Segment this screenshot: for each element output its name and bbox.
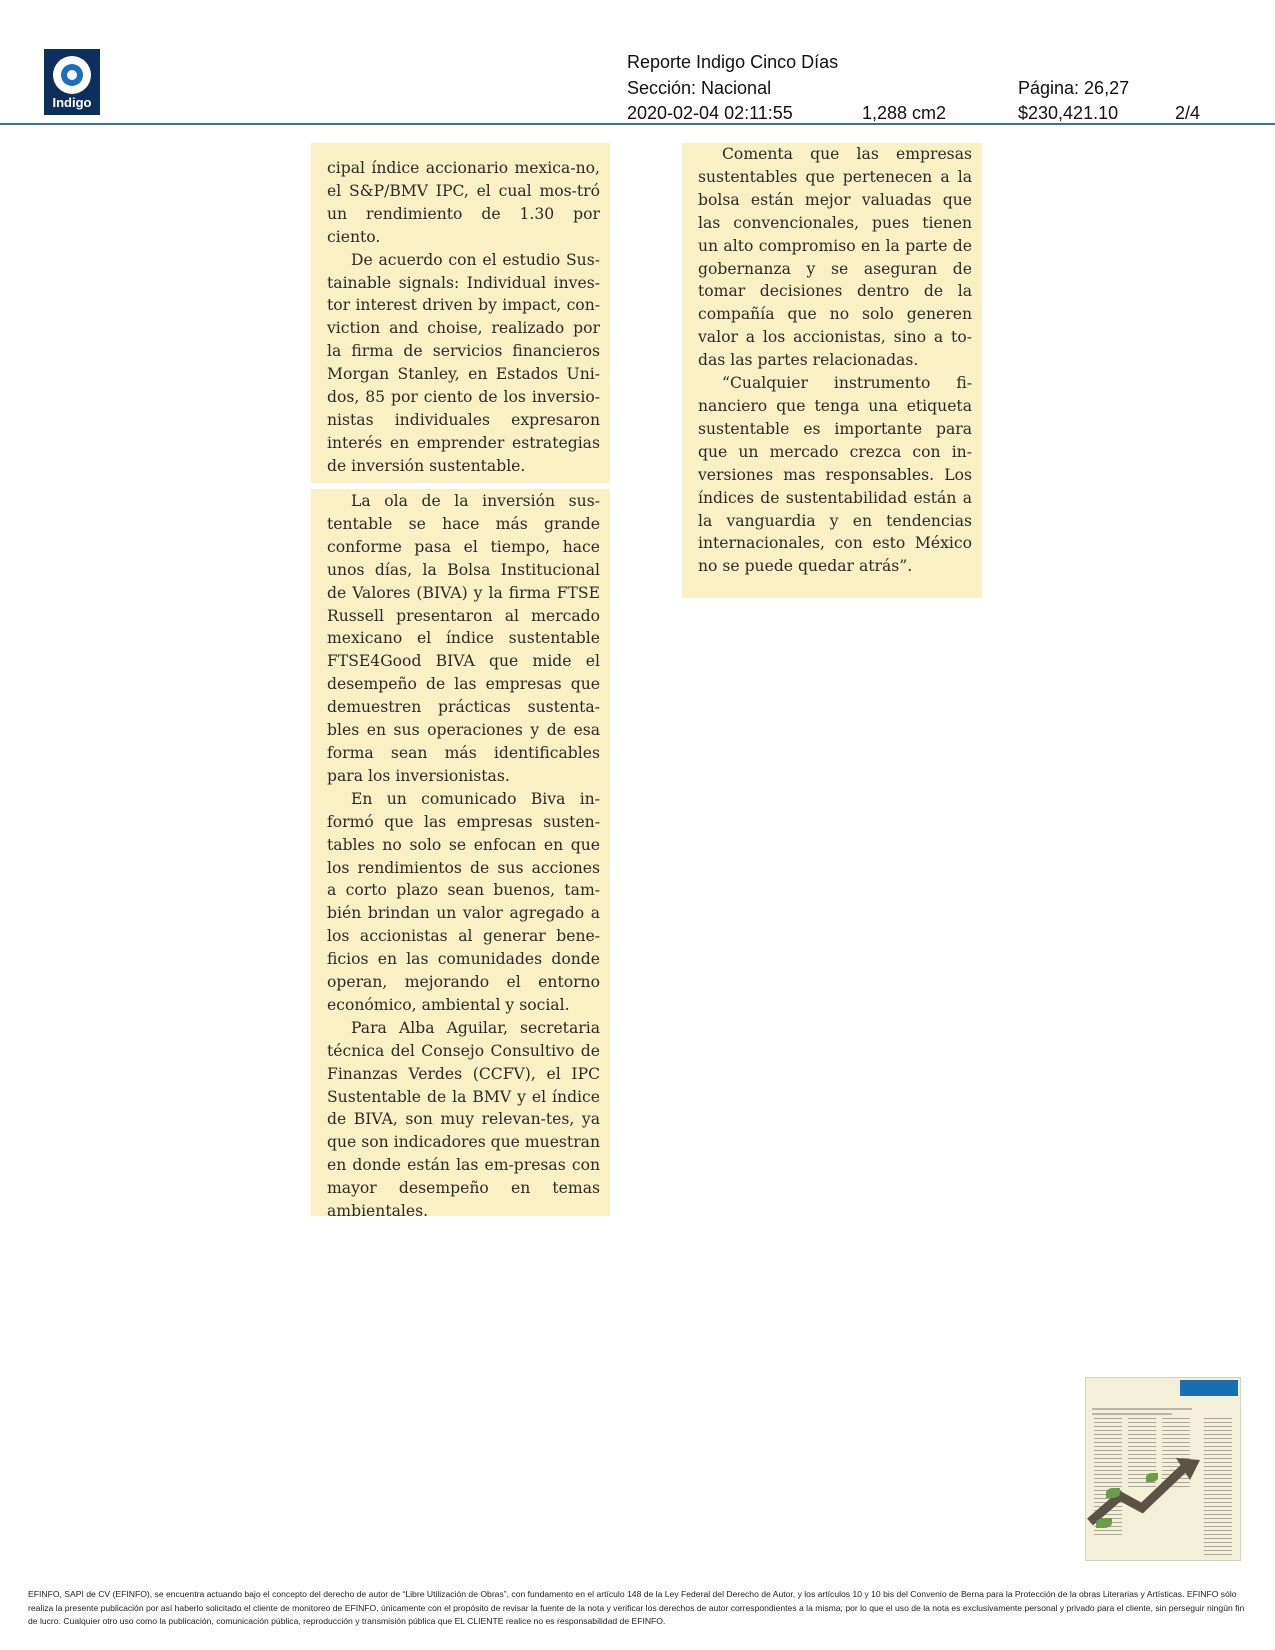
article-clip-col1-bottom	[311, 489, 610, 1221]
logo-ring-icon	[53, 56, 91, 94]
datetime: 2020-02-04 02:11:55	[627, 103, 793, 123]
paragraph: En un comunicado Biva in-formó que las empresas susten-tables no solo se enfocan en que los rendimientos de sus acciones a corto plazo sean buenos, tam-bién brindan un valor agregado a los accionistas al generar bene-ficios en las comunidades donde operan, mejorando el entorno económico, ambiental y social.	[327, 789, 600, 1014]
legal-disclaimer: EFINFO, SAPI de CV (EFINFO), se encuentra actuando bajo el concepto del derecho de autor de “Libre Utilización de Obras”, con fundamento en el artículo 148 de la Ley Federal del Derecho de Autor, y los artículos 10 y 10 bis del Convenio de Berna para la Protección de la obras Literarias y Artísticas. EFINFO sólo realiza la presente publicación por así haberlo solicitado el cliente de monitoreo de EFINFO, únicamente con el propósito de revisar la fuente de la nota y verificar los derechos de autor correspondientes a la misma; por lo que el uso de la nota es exclusivamente personal y privado para el cliente, sin perseguir ningún fin de lucro. Cualquier otro uso como la publicación, comunicación pública, reproducción y transmisión pública que EL CLIENTE realice no es responsabilidad de EFINFO.	[28, 1589, 1245, 1626]
paragraph: Para Alba Aguilar, secretaria técnica del Consejo Consultivo de Finanzas Verdes (CCFV), el IPC Sustentable de la BMV y el índice de BIVA, son muy relevan-tes, ya que son indicadores que muestran en donde están las em-presas con mayor desempeño en temas ambientales.	[327, 1018, 600, 1221]
logo-text: Indigo	[52, 95, 92, 110]
paragraph: “Cualquier instrumento fi-nanciero que tenga una etiqueta sustentable es importante para que un mercado crezca con in-versiones mas responsables. Los índices de sustentabilidad están a la vanguardia y en tendencias internacionales, con esto México no se puede quedar atrás”.	[698, 374, 972, 576]
indigo-logo	[44, 49, 100, 115]
section-label: Sección: Nacional	[627, 78, 772, 98]
article-clip-col1-top	[311, 143, 610, 483]
header-rule	[0, 123, 1275, 125]
article-clip-col2	[682, 143, 982, 598]
paragraph: Comenta que las empresas sustentables que pertenecen a la bolsa están mejor valuadas que las convencionales, pues tienen un alto compromiso en la parte de gobernanza y se aseguran de tomar decisiones dentro de la compañía que no solo generen valor a los accionistas, sino a to-das las partes relacionadas.	[698, 145, 972, 370]
area-measure: 1,288 cm2	[862, 103, 947, 123]
paragraph: cipal índice accionario mexica-no, el S&P/BMV IPC, el cual mos-tró un rendimiento de 1.30 por ciento.	[327, 159, 600, 246]
paragraph: De acuerdo con el estudio Sus-tainable signals: Individual inves-tor interest driven by impact, con-viction and choise, realizado por la firma de servicios financieros Morgan Stanley, en Estados Uni-dos, 85 por ciento de los inversio-nistas individuales expresaron interés en emprender estrategias de inversión sustentable.	[327, 250, 600, 475]
value-amount: $230,421.10	[1018, 103, 1119, 123]
growth-arrow-icon	[1086, 1448, 1206, 1528]
page-label: Página: 26,27	[1018, 78, 1130, 98]
page-thumbnail	[1085, 1377, 1241, 1561]
paragraph: La ola de la inversión sus-tentable se hace más grande conforme pasa el tiempo, hace unos días, la Bolsa Institucional de Valores (BIVA) y la firma FTSE Russell presentaron al mercado mexicano el índice sustentable FTSE4Good BIVA que mide el desempeño de las empresas que demuestren prácticas sustenta-bles en sus operaciones y de esa forma sean más identificables para los inversionistas.	[327, 492, 600, 785]
publication-name: Reporte Indigo Cinco Días	[627, 52, 839, 72]
page-count: 2/4	[1175, 103, 1201, 123]
